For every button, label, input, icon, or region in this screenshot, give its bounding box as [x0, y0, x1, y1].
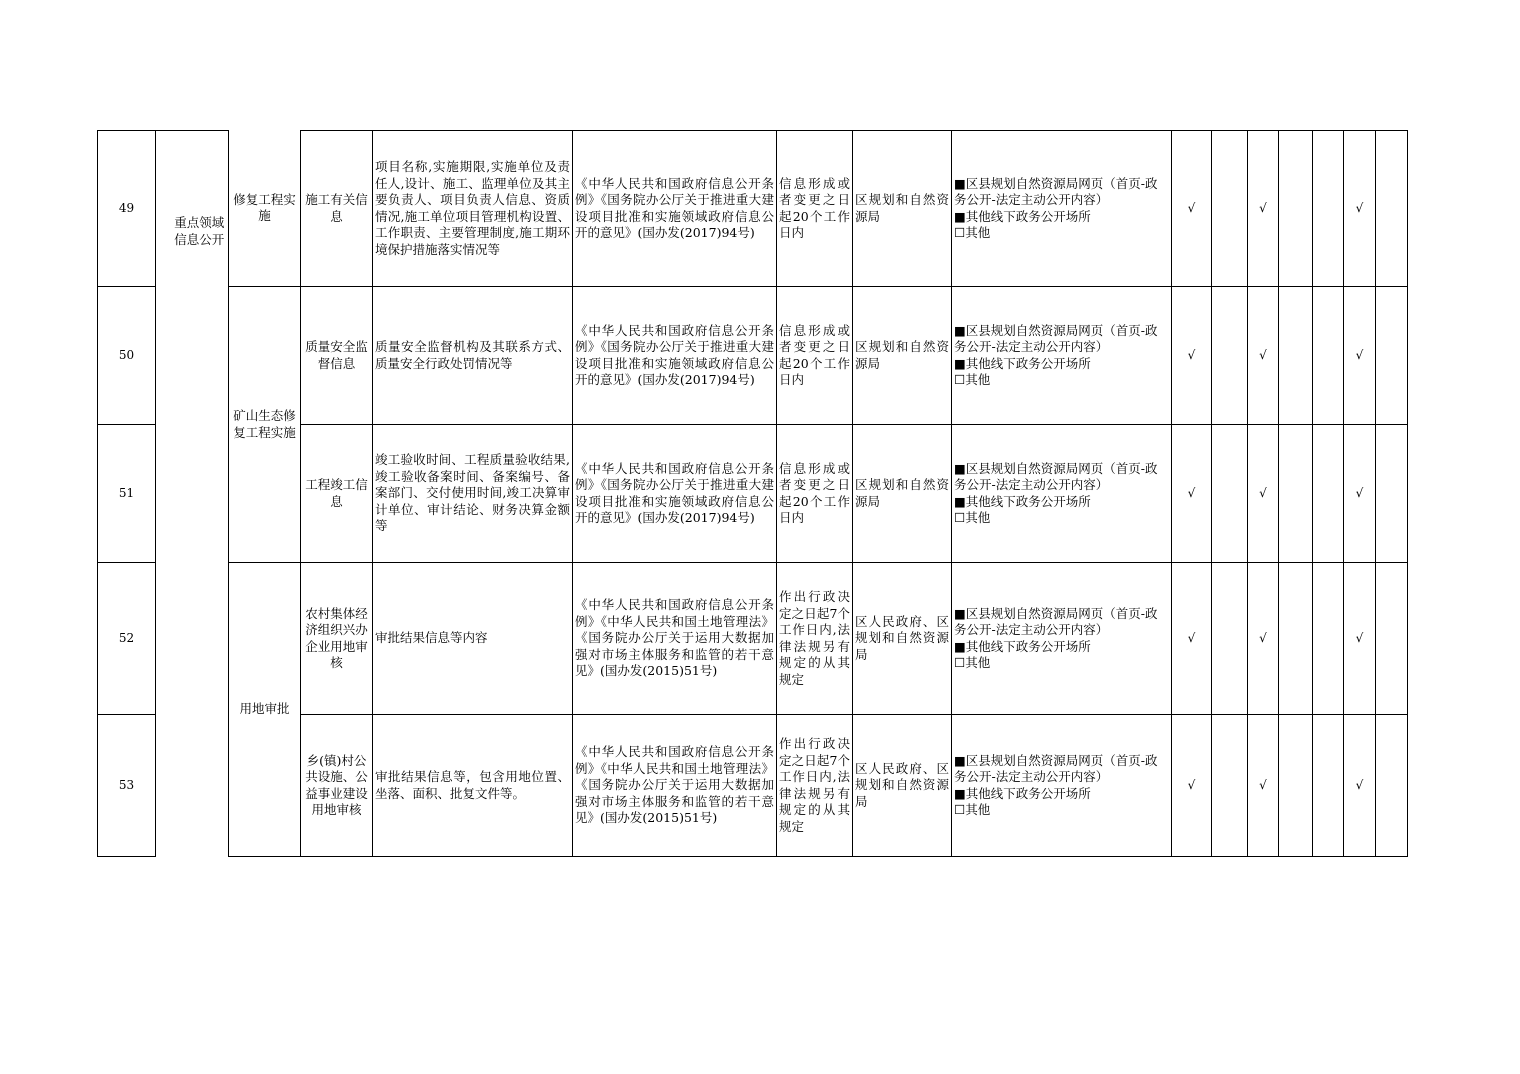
- channels-cell: [952, 287, 1172, 425]
- channel-website: ■区县规划自然资源局网页（首页-政务公开-法定主动公开内容）: [954, 322, 1158, 354]
- channel-website: ■区县规划自然资源局网页（首页-政务公开-法定主动公开内容）: [954, 605, 1158, 637]
- check-cell: √: [1344, 425, 1376, 563]
- time-limit-cell: 信息形成或者变更之日起20个工作日内: [777, 131, 853, 287]
- content-cell: 审批结果信息等，包含用地位置、坐落、面积、批复文件等。: [373, 715, 573, 857]
- time-limit-cell: 作出行政决定之日起7个工作日内,法律法规另有规定的从其规定: [777, 715, 853, 857]
- subcategory-cell: 用地审批: [229, 563, 301, 857]
- spacer-cell: [156, 715, 171, 857]
- category-cell: 重点领域信息公开: [171, 131, 229, 857]
- check-cell: [1279, 131, 1313, 287]
- channel-other: ☐其他: [954, 510, 991, 525]
- check-cell: [1313, 715, 1344, 857]
- row-number: 53: [98, 715, 156, 857]
- check-cell: √: [1172, 563, 1212, 715]
- time-limit-cell: 作出行政决定之日起7个工作日内,法律法规另有规定的从其规定: [777, 563, 853, 715]
- time-limit-cell: 信息形成或者变更之日起20个工作日内: [777, 287, 853, 425]
- basis-cell: 《中华人民共和国政府信息公开条例》《中华人民共和国土地管理法》《国务院办公厅关于运用大数据加强对市场主体服务和监管的若干意见》(国办发(2015)51号): [573, 563, 777, 715]
- check-cell: √: [1248, 131, 1279, 287]
- agency-cell: 区规划和自然资源局: [853, 425, 952, 563]
- check-cell: [1376, 425, 1408, 563]
- spacer-cell: [156, 425, 171, 563]
- check-cell: [1212, 715, 1248, 857]
- channel-other: ☐其他: [954, 802, 991, 817]
- content-cell: 质量安全监督机构及其联系方式、质量安全行政处罚情况等: [373, 287, 573, 425]
- check-cell: √: [1172, 715, 1212, 857]
- subcategory-cell: 修复工程实施: [229, 131, 301, 287]
- check-cell: [1313, 563, 1344, 715]
- check-cell: √: [1172, 425, 1212, 563]
- check-cell: √: [1248, 287, 1279, 425]
- channel-other: ☐其他: [954, 655, 991, 670]
- item-cell: 质量安全监督信息: [301, 287, 373, 425]
- check-cell: [1279, 287, 1313, 425]
- item-cell: 工程竣工信息: [301, 425, 373, 563]
- table-row: [98, 131, 1408, 287]
- table-row: [98, 563, 1408, 715]
- subcategory-cell: 矿山生态修复工程实施: [229, 287, 301, 563]
- row-number: 49: [98, 131, 156, 287]
- check-cell: √: [1248, 425, 1279, 563]
- check-cell: [1279, 715, 1313, 857]
- channels-cell: [952, 131, 1172, 287]
- channel-offline: ■其他线下政务公开场所: [954, 493, 1091, 509]
- check-cell: [1212, 131, 1248, 287]
- channels-cell: [952, 425, 1172, 563]
- content-cell: 审批结果信息等内容: [373, 563, 573, 715]
- content-cell: 竣工验收时间、工程质量验收结果,竣工验收备案时间、备案编号、备案部门、交付使用时间,竣工决算审计单位、审计结论、财务决算金额等: [373, 425, 573, 563]
- check-cell: [1212, 563, 1248, 715]
- channel-offline: ■其他线下政务公开场所: [954, 785, 1091, 801]
- agency-cell: 区人民政府、区规划和自然资源局: [853, 563, 952, 715]
- channel-offline: ■其他线下政务公开场所: [954, 208, 1091, 224]
- channel-other: ☐其他: [954, 372, 991, 387]
- check-cell: √: [1344, 131, 1376, 287]
- basis-cell: 《中华人民共和国政府信息公开条例》《国务院办公厅关于推进重大建设项目批准和实施领域政府信息公开的意见》(国办发(2017)94号): [573, 425, 777, 563]
- channel-website: ■区县规划自然资源局网页（首页-政务公开-法定主动公开内容）: [954, 752, 1158, 784]
- check-cell: [1279, 425, 1313, 563]
- check-cell: [1376, 131, 1408, 287]
- row-number: 50: [98, 287, 156, 425]
- agency-cell: 区规划和自然资源局: [853, 131, 952, 287]
- item-cell: 乡(镇)村公共设施、公益事业建设用地审核: [301, 715, 373, 857]
- channel-offline: ■其他线下政务公开场所: [954, 638, 1091, 654]
- check-cell: [1313, 287, 1344, 425]
- spacer-cell: [156, 287, 171, 425]
- basis-cell: 《中华人民共和国政府信息公开条例》《中华人民共和国土地管理法》《国务院办公厅关于运用大数据加强对市场主体服务和监管的若干意见》(国办发(2015)51号): [573, 715, 777, 857]
- channel-website: ■区县规划自然资源局网页（首页-政务公开-法定主动公开内容）: [954, 460, 1158, 492]
- check-cell: [1376, 563, 1408, 715]
- agency-cell: 区规划和自然资源局: [853, 287, 952, 425]
- channel-website: ■区县规划自然资源局网页（首页-政务公开-法定主动公开内容）: [954, 175, 1158, 207]
- check-cell: √: [1344, 715, 1376, 857]
- agency-cell: 区人民政府、区规划和自然资源局: [853, 715, 952, 857]
- check-cell: √: [1248, 563, 1279, 715]
- check-cell: [1313, 425, 1344, 563]
- item-cell: 农村集体经济组织兴办企业用地审核: [301, 563, 373, 715]
- table-row: [98, 287, 1408, 425]
- row-number: 52: [98, 563, 156, 715]
- channel-other: ☐其他: [954, 225, 991, 240]
- check-cell: √: [1344, 563, 1376, 715]
- content-cell: 项目名称,实施期限,实施单位及责任人,设计、施工、监理单位及其主要负责人、项目负责人信息、资质情况,施工单位项目管理机构设置、工作职责、主要管理制度,施工期环境保护措施落实情况等: [373, 131, 573, 287]
- channel-offline: ■其他线下政务公开场所: [954, 355, 1091, 371]
- check-cell: [1212, 425, 1248, 563]
- check-cell: [1279, 563, 1313, 715]
- time-limit-cell: 信息形成或者变更之日起20个工作日内: [777, 425, 853, 563]
- check-cell: √: [1172, 287, 1212, 425]
- spacer-cell: [156, 563, 171, 715]
- check-cell: [1376, 287, 1408, 425]
- check-cell: [1376, 715, 1408, 857]
- channels-cell: [952, 563, 1172, 715]
- check-cell: √: [1172, 131, 1212, 287]
- disclosure-table: [97, 130, 1408, 857]
- check-cell: √: [1248, 715, 1279, 857]
- row-number: 51: [98, 425, 156, 563]
- basis-cell: 《中华人民共和国政府信息公开条例》《国务院办公厅关于推进重大建设项目批准和实施领域政府信息公开的意见》(国办发(2017)94号): [573, 131, 777, 287]
- check-cell: [1212, 287, 1248, 425]
- spacer-cell: [156, 131, 171, 287]
- basis-cell: 《中华人民共和国政府信息公开条例》《国务院办公厅关于推进重大建设项目批准和实施领域政府信息公开的意见》(国办发(2017)94号): [573, 287, 777, 425]
- channels-cell: [952, 715, 1172, 857]
- check-cell: [1313, 131, 1344, 287]
- item-cell: 施工有关信息: [301, 131, 373, 287]
- check-cell: √: [1344, 287, 1376, 425]
